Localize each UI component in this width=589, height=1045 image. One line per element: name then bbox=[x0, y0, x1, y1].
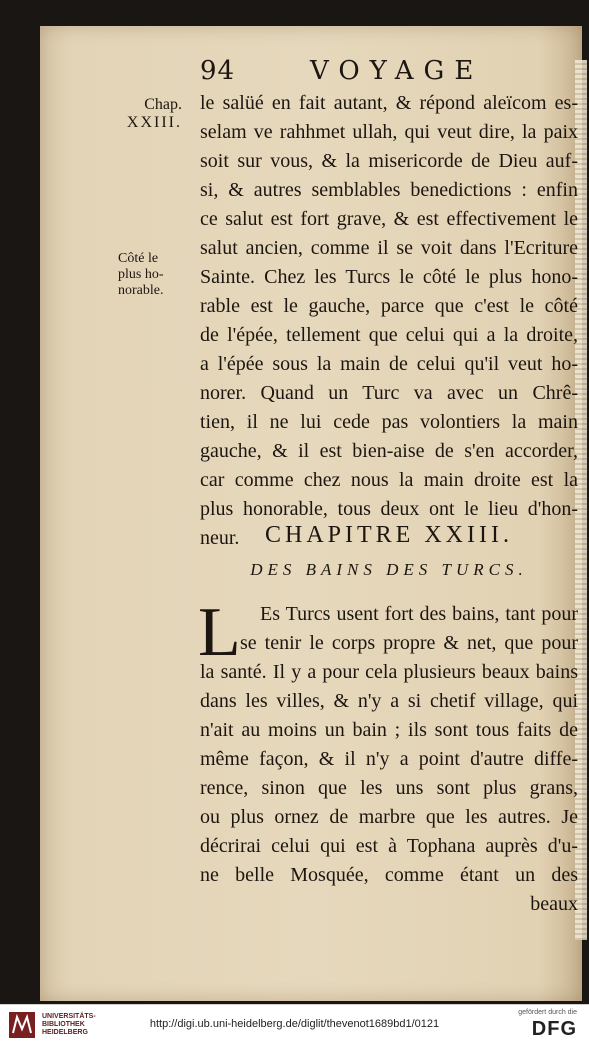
text-line: a l'épée sous la main de celui qu'il veut ho- bbox=[200, 353, 578, 375]
text-line: neur. bbox=[200, 527, 240, 549]
page-number: 94 bbox=[200, 56, 236, 86]
text-line: le salüé en fait autant, & répond aleïcom es- bbox=[200, 92, 578, 114]
text-line: selam ve rahhmet ullah, qui veut dire, la paix bbox=[200, 121, 578, 143]
running-head bbox=[200, 56, 570, 92]
margin-cote-line-1: Côté le bbox=[118, 251, 159, 266]
text-line: se tenir le corps propre & net, que pour bbox=[240, 632, 578, 654]
margin-note-chapter bbox=[118, 96, 182, 132]
text-line: dans les villes, & n'y a si chetif village, qui bbox=[200, 690, 578, 712]
chapter-heading: CHAPITRE XXIII. bbox=[265, 522, 513, 548]
text-line: de l'épée, tellement que celui qui a la droite, bbox=[200, 324, 578, 346]
text-line: rable est le gauche, parce que c'est le côté bbox=[200, 295, 578, 317]
viewer-footer bbox=[0, 1004, 589, 1045]
permalink-url[interactable]: http://digi.ub.uni-heidelberg.de/diglit/thevenot1689bd1/0121 bbox=[149, 1018, 440, 1030]
text-block-1 bbox=[200, 89, 578, 553]
text-line: n'ait au moins un bain ; ils sont tous faits de bbox=[200, 719, 578, 741]
text-line: rence, sinon que les uns sont plus grans, bbox=[200, 777, 578, 799]
text-line: Es Turcs usent fort des bains, tant pour bbox=[260, 603, 578, 625]
margin-cote-line-2: plus ho- bbox=[118, 267, 164, 282]
funded-by-label: gefördert durch die bbox=[518, 1009, 577, 1016]
text-line: ce salut est fort grave, & est effectivement le bbox=[200, 208, 578, 230]
text-line: plus honorable, tous deux ont le lieu d'hon- bbox=[200, 498, 578, 520]
catchword: beaux bbox=[530, 893, 578, 915]
text-line: la santé. Il y a pour cela plusieurs beaux bains bbox=[200, 661, 578, 683]
text-line: norer. Quand un Turc va avec un Chrê- bbox=[200, 382, 578, 404]
drop-cap: L bbox=[198, 594, 241, 671]
margin-chapter-label: Chap. bbox=[144, 96, 182, 113]
text-line: si, & autres semblables benedictions : enfin bbox=[200, 179, 578, 201]
margin-cote-line-3: norable. bbox=[118, 283, 164, 298]
margin-chapter-number: XXIII. bbox=[126, 114, 182, 131]
text-line: ou plus ornez de marbre que les autres. Je bbox=[200, 806, 578, 828]
margin-note-cote bbox=[118, 251, 192, 299]
text-line: Sainte. Chez les Turcs le côté le plus hono- bbox=[200, 266, 578, 288]
text-block-2 bbox=[198, 594, 578, 919]
dfg-logo: DFG bbox=[531, 1018, 577, 1040]
running-title: VOYAGE bbox=[310, 56, 484, 86]
text-line: soit sur vous, & la misericorde de Dieu auf- bbox=[200, 150, 578, 172]
text-line: car comme chez nous la main droite est la bbox=[200, 469, 578, 491]
chapter-subtitle: DES BAINS DES TURCS. bbox=[250, 560, 528, 579]
text-line: tien, il ne lui cede pas volontiers la main bbox=[200, 411, 578, 433]
text-line: décrirai celui qui est à Tophana auprès d'u- bbox=[200, 835, 578, 857]
text-line: gauche, & il est bien-aise de s'en accorder, bbox=[200, 440, 578, 462]
text-line: ne belle Mosquée, comme étant un des bbox=[200, 864, 578, 886]
text-line: salut ancien, comme il se voit dans l'Ecriture bbox=[200, 237, 578, 259]
institution-name: UNIVERSITÄTS- BIBLIOTHEK HEIDELBERG bbox=[42, 1013, 96, 1036]
text-line: même façon, & il n'y a point d'autre diffe- bbox=[200, 748, 578, 770]
